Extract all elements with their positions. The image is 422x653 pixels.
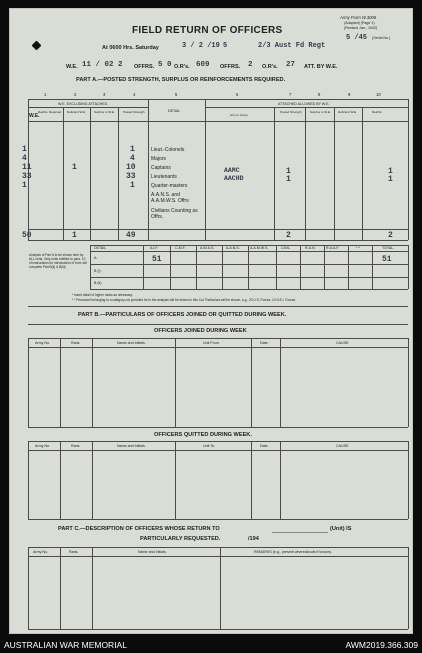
att-label: ATT. BY W.E. (304, 64, 338, 70)
part-c-date: /194 (248, 536, 259, 542)
col10-value: 1 (388, 175, 393, 184)
col4-value: 4 (130, 154, 135, 163)
serial-label: (Serial No.) (372, 36, 391, 40)
year-value: 5 (223, 42, 228, 50)
footer-left: AUSTRALIAN WAR MEMORIAL (4, 640, 127, 650)
we-label: W.E. (66, 64, 78, 70)
col10-value: 1 (388, 167, 393, 176)
form-adapted: (Adapted) (Page 1) (344, 21, 375, 25)
col1-value: 1 (22, 181, 27, 190)
form-page: Army Form W.3008 (Adapted) (Page 1) (Revised Jan., 1942) 5 /45 (Serial No.) FIELD RETURN OF OFFICERS At 0600 Hrs. Saturday 3 / 2 /19 5 2/3 Aust Fd Regt W.E. 11 / 02 2 OFFRS. 5 0 O.R's. 609 OFFRS. 2 O.R's. 27 ATT. BY W.E. PART A.—POSTED STRENGTH, SURPLUS OR REINFORCEMENTS REQUIRED. 1 2 3 4 5 6 7 8 9 10 W.E. EXCLUDING ATTACHED. DETAIL ATTACHED ALLOWED BY W.E. W.E. Reinfts. Required Deficient W.E. Surplus to W.E. Posted Strength Arm or Corps Posted Strength Surplus to W.E. Deficient W.E. Reinfts. 1 4 11 33 1 1 1 4 10 33 1 Lieut.-Colonels Majors Captains Lieutenants Quarter-masters A.A.N.S. and A.A.M.W.S. Offrs Civilians Counting as Offrs. AAMC AACHD 1 1 1 1 50 1 49 2 2 Analysis of Part A to be shown here by ALL units. Only units entitled to para. 10 of instructions for introduction of form will complete Part B(ii) & B(iii). DETAIL A.I.F. C.M.F. A.W.A.S. A.A.N.S. A.A.M.W.S. CIVIL. R.A.N. R.A.A.F. * * TOTAL. A. B (i) B (ii) 51 51 * Insert detail of higher ranks as necessary. * * Personnel belonging to a category not provided for in the analysis will be shown in this Col. Particulars will be shown, e.g., 20 U.S. Forces, 10 N.E.I. Forces. PART B.—PARTICULARS OF OFFICERS JOINED OR QUITTED DURING WEEK. OFFICERS JOINED DURING WEEK Army No. Rank. Name and Initials. Unit From. Date. CAUSE. OFFICERS QUITTED DURING WEEK. Army No. Rank. Name and Initials. Unit To. Date. CAUSE. PART C.—DESCRIPTION OF OFFICERS WHOSE RETURN TO (Unit) IS PARTICULARLY REQUESTED. /194 Army No. Rank. Name and Initials. REMARKS (e.g., present whereabouts if known). (9, 8, 413, 634)
col4-value: 33 (126, 172, 136, 181)
footnote: * Insert detail of higher ranks as necessary. (72, 293, 133, 297)
rank-label: Lieut.-Colonels (151, 147, 185, 153)
aif-total: 51 (152, 255, 162, 264)
col1-value: 33 (22, 172, 32, 181)
rank-label: Quarter-masters (151, 183, 188, 189)
we-value: 11 / 02 2 (82, 61, 123, 69)
joined-title: OFFICERS JOINED DURING WEEK (154, 328, 247, 334)
total-col4: 49 (126, 231, 136, 240)
rank-label: A.A.N.S. and A.A.M.W.S. Offrs (151, 192, 189, 204)
offrs-label: OFFRS. (134, 64, 155, 70)
arm-corps-value: AAMC (224, 167, 240, 174)
offrs-value: 5 0 (158, 61, 172, 69)
ors2-value: 27 (286, 61, 296, 69)
form-id: Army Form W.3008 (340, 15, 377, 20)
quitted-title: OFFICERS QUITTED DURING WEEK. (154, 432, 252, 438)
col7-value: 1 (286, 175, 291, 184)
part-a-title: PART A.—POSTED STRENGTH, SURPLUS OR REINFORCEMENTS REQUIRED. (76, 77, 286, 83)
unit-value: 2/3 Aust Fd Regt (258, 42, 326, 50)
col1-value: 1 (22, 145, 27, 154)
col4-value: 1 (130, 145, 135, 154)
footer-right: AWM2019.366.309 (345, 640, 418, 650)
punch-hole-icon (32, 41, 42, 51)
part-c-title: PART C.—DESCRIPTION OF OFFICERS WHOSE RETURN TO (58, 526, 220, 532)
total-col10: 2 (388, 231, 393, 240)
col7-value: 1 (286, 167, 291, 176)
attached-header: ATTACHED ALLOWED BY W.E. (278, 102, 330, 106)
at-label: At 0600 Hrs. Saturday (102, 45, 159, 51)
rank-label: Majors (151, 156, 167, 162)
col4-value: 1 (130, 181, 135, 190)
total-col7: 2 (286, 231, 291, 240)
col1-value: 4 (22, 154, 27, 163)
footer (0, 638, 422, 653)
footnote: * * Personnel belonging to a category not provided for in the analysis will be shown in this Col. Particulars will be shown, e.g., 20 U.S. Forces, 10 N.E.I. Forces. (72, 298, 296, 302)
col4-value: 10 (126, 163, 136, 172)
ors2-label: O.R's. (262, 64, 278, 70)
ors-label: O.R's. (174, 64, 190, 70)
offrs2-label: OFFRS. (220, 64, 241, 70)
form-title: FIELD RETURN OF OFFICERS (132, 25, 283, 36)
form-revised: (Revised Jan., 1942) (344, 26, 378, 30)
col2-value: 1 (72, 163, 77, 172)
rank-label: Captains (151, 165, 171, 171)
analysis-note: Analysis of Part A to be shown here by ALL units. Only units entitled to para. 10 of instructions for introduction of form will complete Part B(ii) & B(iii). (29, 253, 87, 269)
detail-header: DETAIL (168, 109, 181, 113)
total-col1: 50 (22, 231, 32, 240)
part-c-title-end: (Unit) IS (330, 526, 352, 532)
ors-value: 609 (196, 61, 210, 69)
total-col2: 1 (72, 231, 77, 240)
part-b-title: PART B.—PARTICULARS OF OFFICERS JOINED OR QUITTED DURING WEEK. (78, 312, 287, 318)
rank-label: Lieutenants (151, 174, 177, 180)
date-value: 3 / 2 /19 (182, 42, 220, 50)
col1-value: 11 (22, 163, 32, 172)
arm-corps-value: AACHD (224, 175, 244, 182)
offrs2-value: 2 (248, 61, 253, 69)
rank-label: Civilians Counting as Offrs. (151, 208, 198, 220)
we-excl-header: W.E. EXCLUDING ATTACHED. (58, 102, 109, 106)
analysis-total: 51 (382, 255, 392, 264)
part-c-subtitle: PARTICULARLY REQUESTED. (140, 536, 221, 542)
serial-value: 5 /45 (346, 34, 368, 42)
